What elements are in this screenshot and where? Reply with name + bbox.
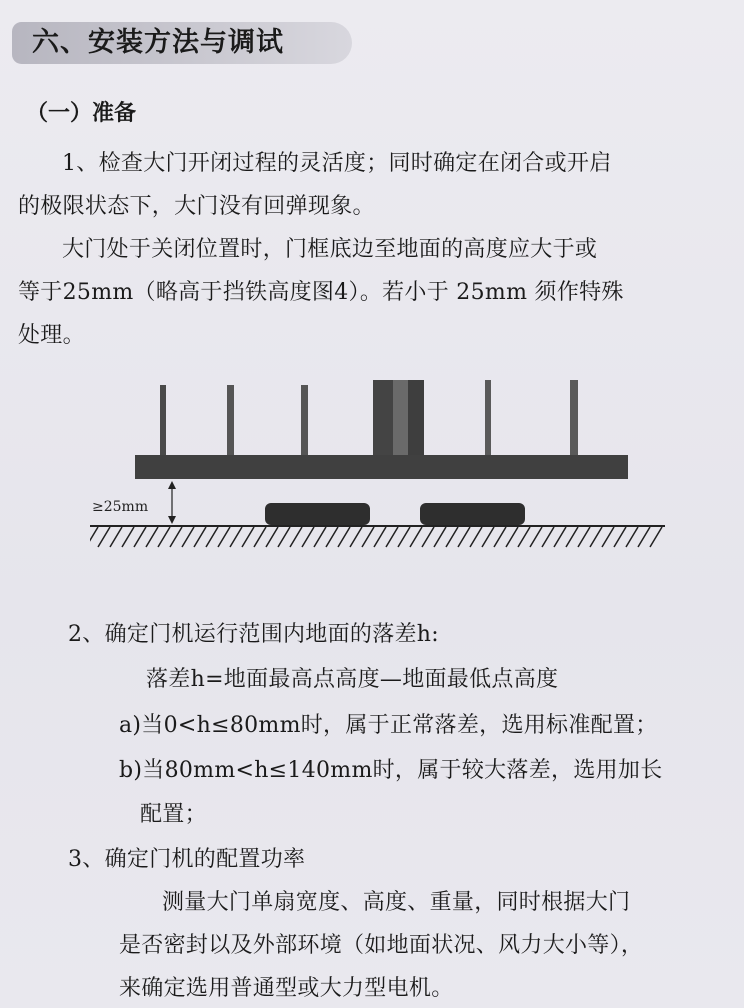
paragraph-2-line-3: 处理。 <box>18 323 85 348</box>
paragraph-1-line-2: 的极限状态下，大门没有回弹现象。 <box>18 194 375 219</box>
paragraph-2-line-2: 等于25mm（略高于挡铁高度图4）。若小于 25mm 须作特殊 <box>18 280 624 305</box>
dimension-label: ≥25mm <box>92 499 149 515</box>
paragraph-2-line-1: 大门处于关闭位置时，门框底边至地面的高度应大于或 <box>62 237 598 262</box>
paragraph-5: a)当0<h≤80mm时，属于正常落差，选用标准配置； <box>119 713 658 738</box>
paragraph-8-line-1: 测量大门单扇宽度、高度、重量，同时根据大门 <box>162 890 631 915</box>
dimension-marker <box>168 481 176 524</box>
door-bottom-beam <box>135 455 628 479</box>
paragraph-6-line-1: b)当80mm<h≤140mm时，属于较大落差，选用加长 <box>119 758 663 783</box>
ground-hatching <box>90 527 662 547</box>
floor-stopper-left <box>265 503 370 525</box>
paragraph-4: 落差h=地面最高点高度—地面最低点高度 <box>146 667 559 692</box>
vertical-bars <box>160 380 578 465</box>
floor-stopper-right <box>420 503 525 525</box>
paragraph-1-line-1: 1、检查大门开闭过程的灵活度；同时确定在闭合或开启 <box>62 151 612 176</box>
subsection-heading: （一）准备 <box>26 101 137 126</box>
paragraph-6-line-2: 配置； <box>140 802 207 827</box>
paragraph-7: 3、确定门机的配置功率 <box>68 847 306 872</box>
door-frame-figure <box>90 375 670 555</box>
paragraph-3: 2、确定门机运行范围内地面的落差h: <box>68 622 439 647</box>
section-title: 六、安装方法与调试 <box>12 22 352 64</box>
paragraph-8-line-3: 来确定选用普通型或大力型电机。 <box>119 976 454 1001</box>
paragraph-8-line-2: 是否密封以及外部环境（如地面状况、风力大小等）， <box>119 933 644 958</box>
